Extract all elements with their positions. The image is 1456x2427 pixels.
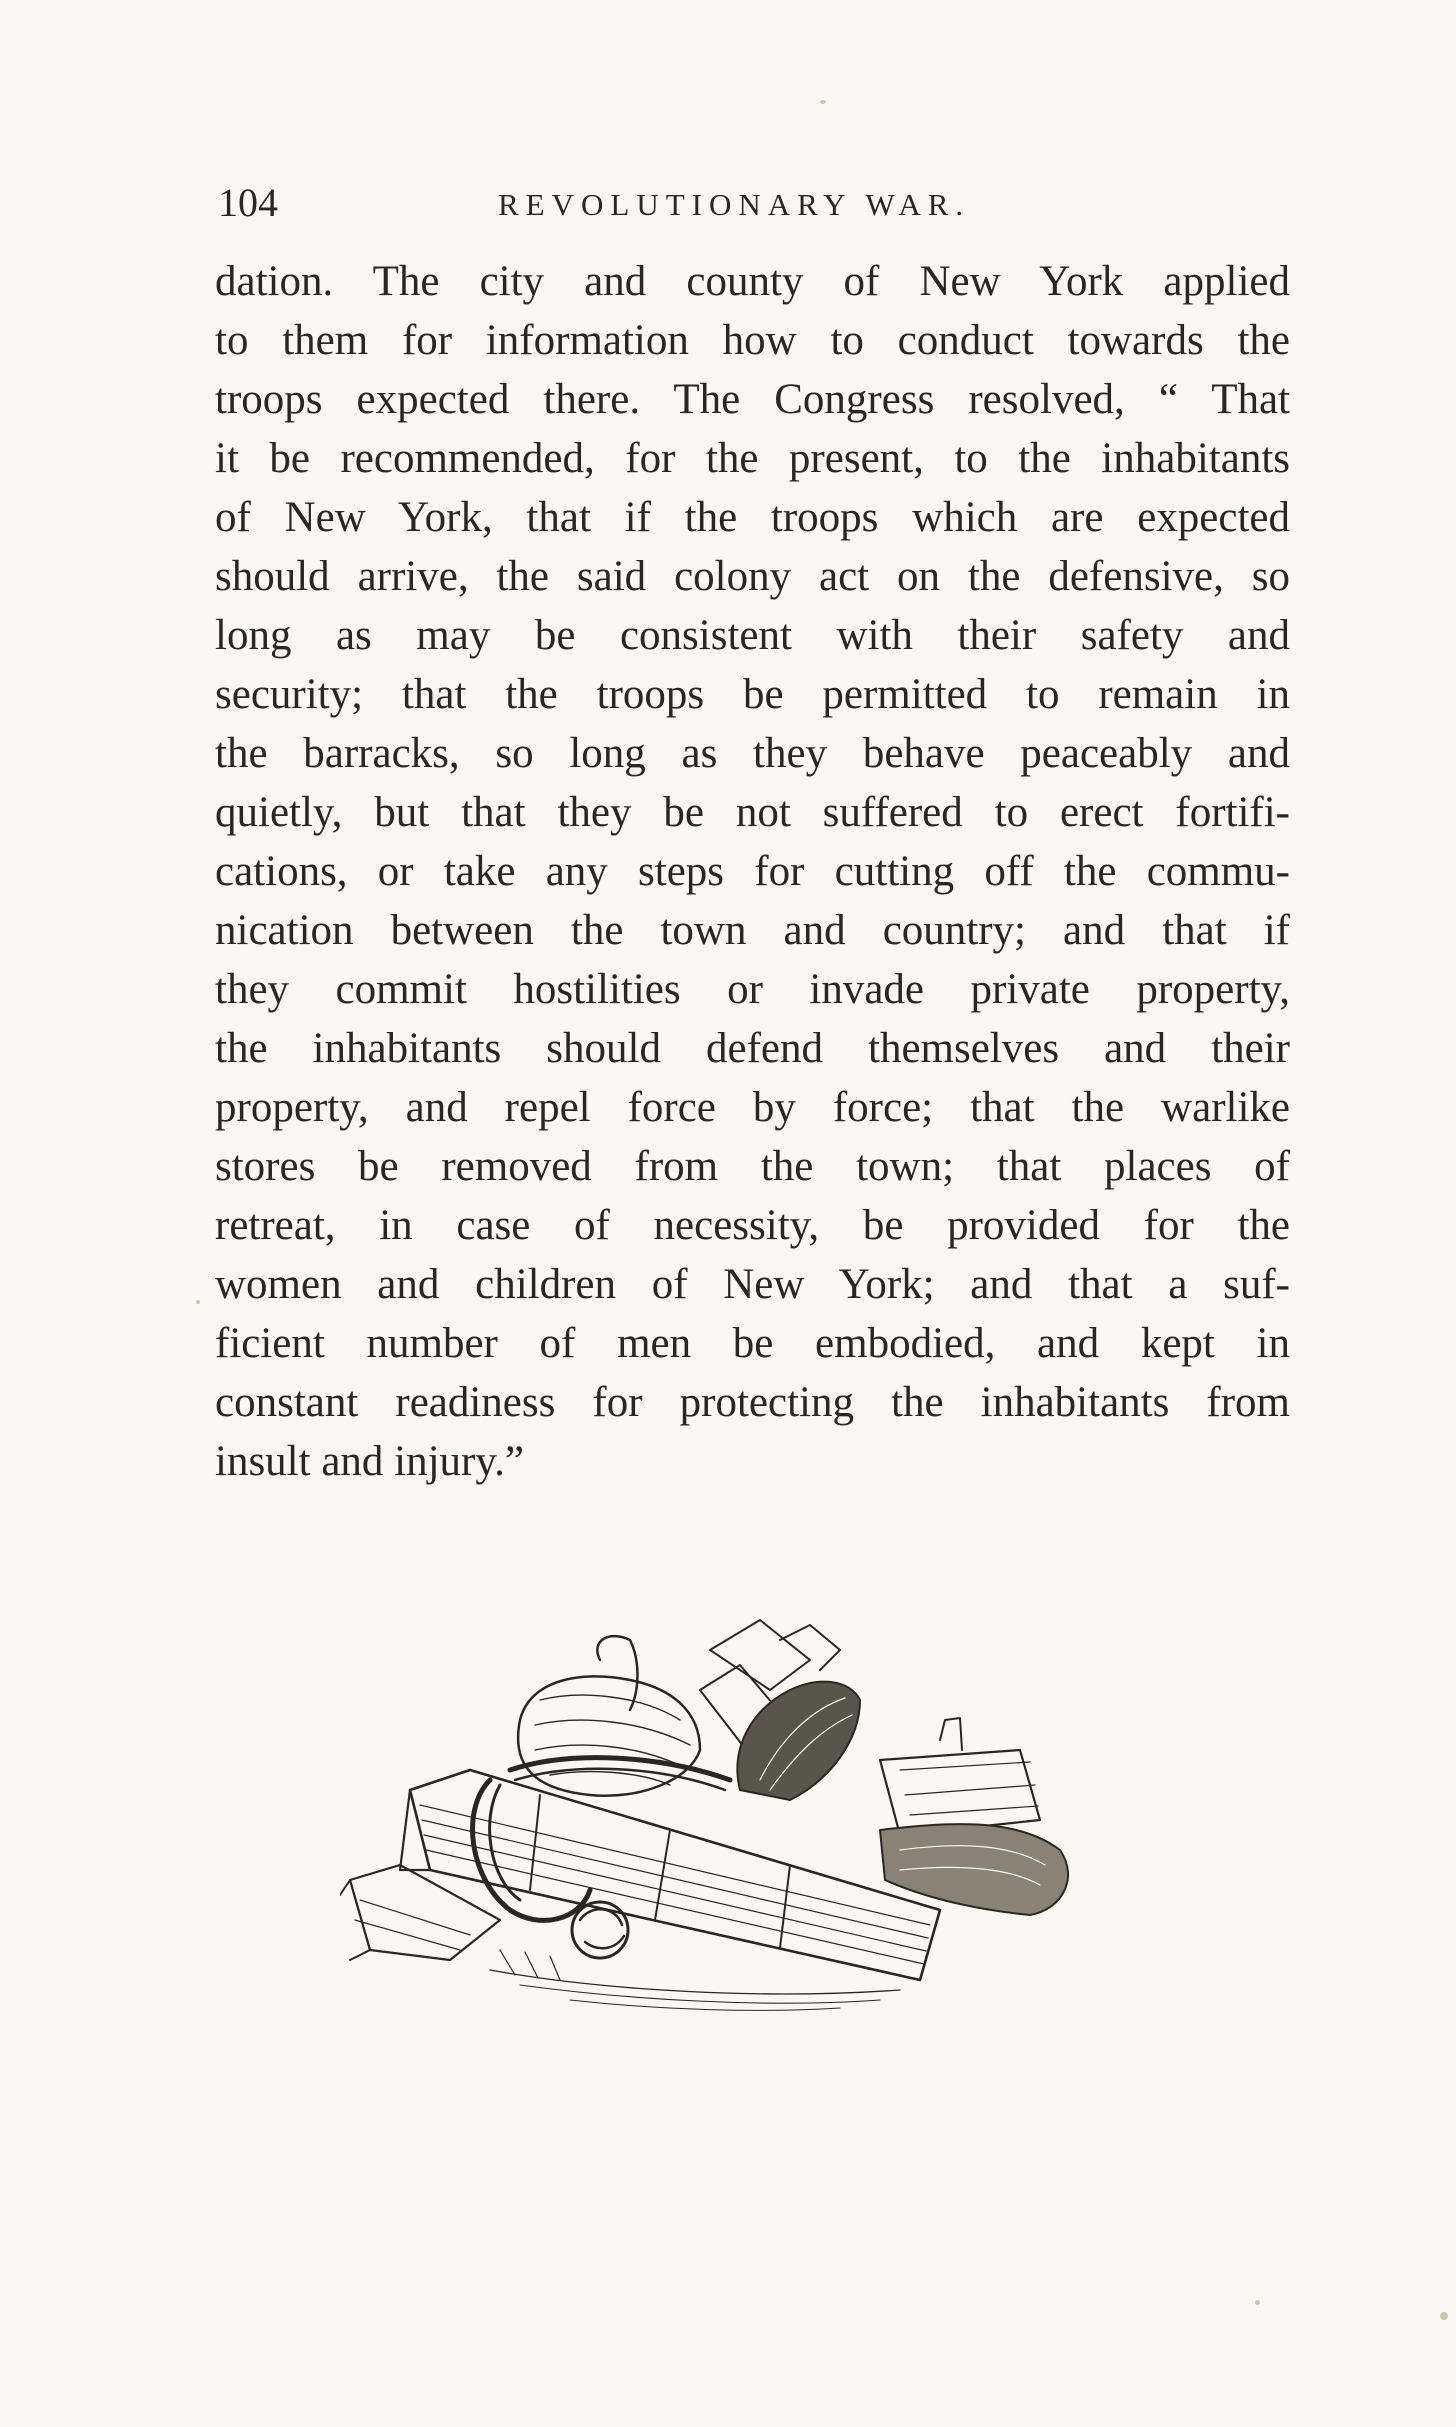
text-line: of New York, that if the troops which are expected: [215, 494, 1290, 541]
text-line: troops expected there. The Congress resolved, “ That: [215, 376, 1290, 423]
text-line: stores be removed from the town; that places of: [215, 1143, 1290, 1190]
text-line: quietly, but that they be not suffered to erect fortifi-: [215, 789, 1290, 836]
text-line: women and children of New York; and that a suf-: [215, 1261, 1290, 1308]
paper-speck: [820, 100, 826, 104]
text-line: it be recommended, for the present, to the inhabitants: [215, 435, 1290, 482]
text-line: dation. The city and county of New York applied: [215, 258, 1290, 305]
text-line: property, and repel force by force; that the warlike: [215, 1084, 1290, 1131]
text-line: retreat, in case of necessity, be provided for the: [215, 1202, 1290, 1249]
body-text: [215, 252, 1290, 1491]
text-line: constant readiness for protecting the inhabitants from: [215, 1379, 1290, 1426]
paper-speck: [1255, 2300, 1260, 2305]
text-line: should arrive, the said colony act on the defensive, so: [215, 553, 1290, 600]
page-header: [218, 178, 1288, 228]
page-number: 104: [218, 180, 278, 225]
text-line: the barracks, so long as they behave peaceably and: [215, 730, 1290, 777]
text-line: ficient number of men be embodied, and kept in: [215, 1320, 1290, 1367]
paper-speck: [1440, 2312, 1448, 2320]
text-line: long as may be consistent with their safety and: [215, 612, 1290, 659]
running-title: REVOLUTIONARY WAR.: [498, 187, 971, 222]
paper-speck: [196, 1300, 200, 1304]
ship-timbers-and-rope-engraving-icon: [340, 1580, 1140, 2100]
text-line: cations, or take any steps for cutting off the commu-: [215, 848, 1290, 895]
text-line: they commit hostilities or invade private property,: [215, 966, 1290, 1013]
text-line: the inhabitants should defend themselves and their: [215, 1025, 1290, 1072]
text-line: nication between the town and country; and that if: [215, 907, 1290, 954]
text-line: to them for information how to conduct towards the: [215, 317, 1290, 364]
text-line: security; that the troops be permitted to remain in: [215, 671, 1290, 718]
text-line: insult and injury.”: [215, 1438, 524, 1485]
